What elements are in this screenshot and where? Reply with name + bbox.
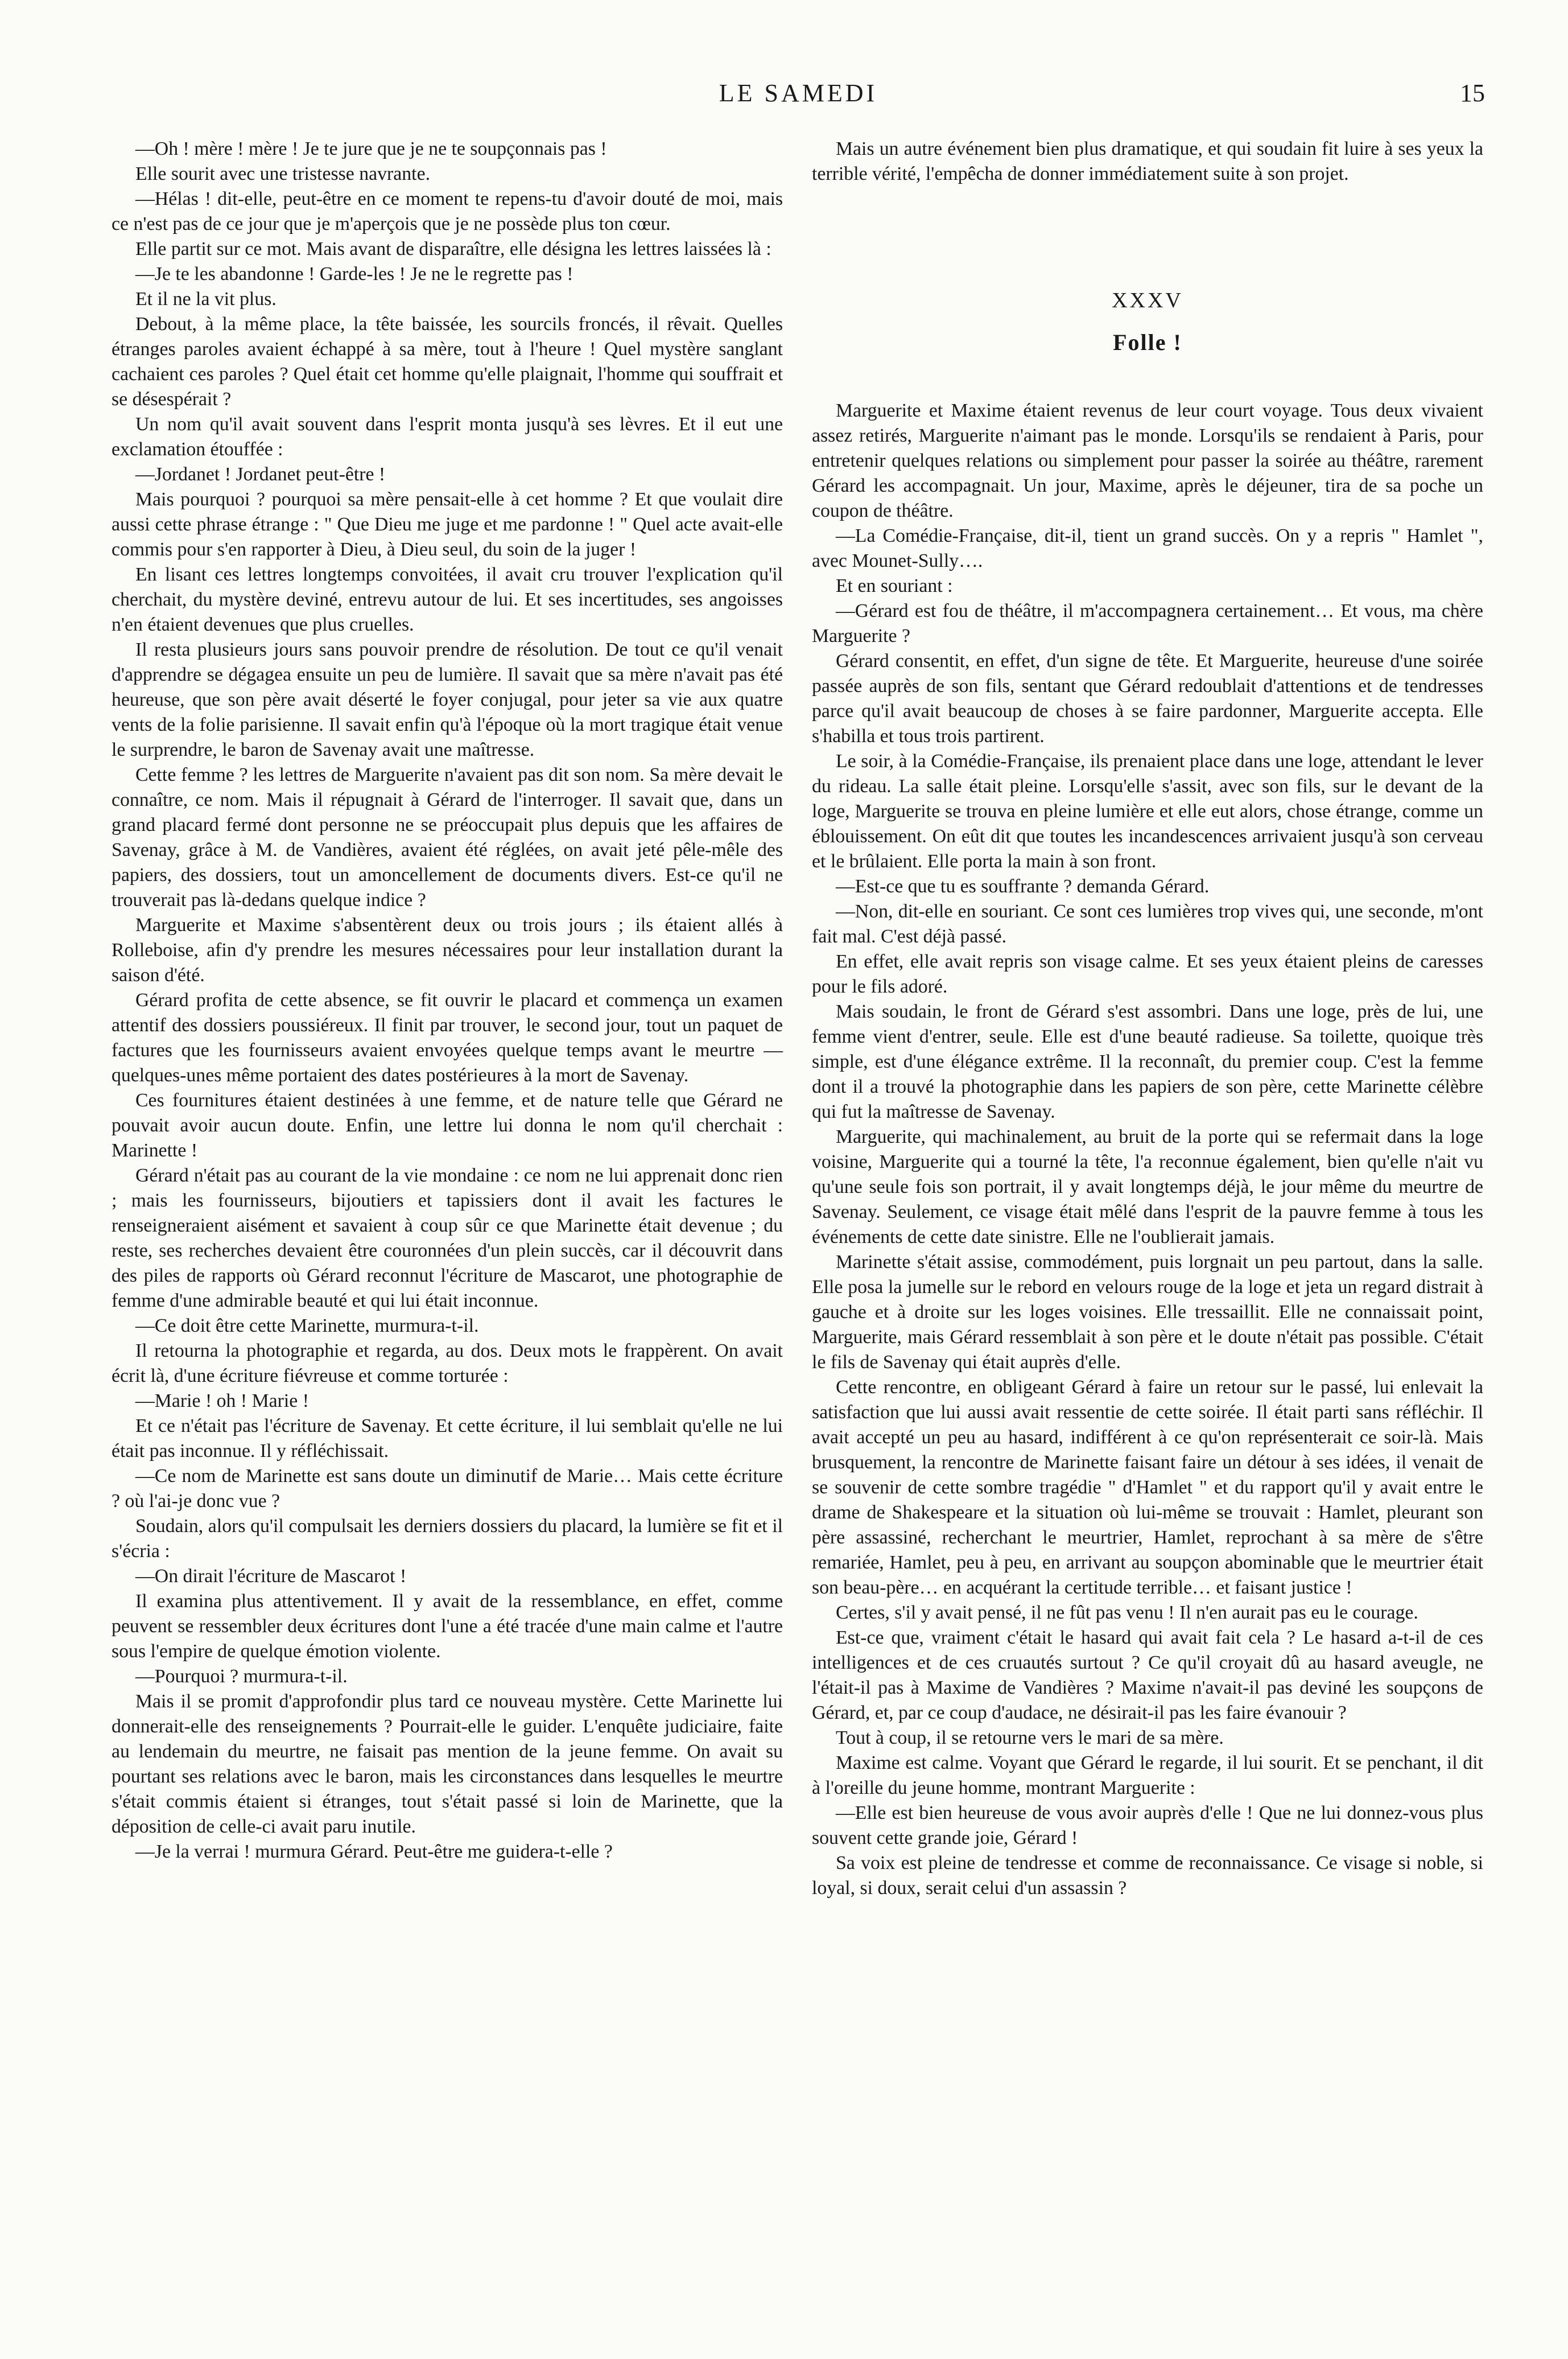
paragraph: Cette rencontre, en obligeant Gérard à faire un retour sur le passé, lui enlevait la satisfaction que lui aussi avait ressentie de cette soirée. Il était parti sans réfléchir. Il avait accepté un peu au hasard, indifférent à ce qu'on représenterait ce soir-là. Mais brusquement, la rencontre de Marinette faisant faire un détour à ses idées, il venait de se souvenir de cette sombre tragédie " d'Hamlet " et du rapport qu'il y avait entre le drame de Shakespeare et la situation où lui-même se trouvait : Hamlet, pleurant son père assassiné, recherchant le meurtrier, Hamlet, reprochant à sa mère de s'être remariée, Hamlet, peu à peu, en arrivant au soupçon abominable que le meurtrier était son beau-père… en acquérant la certitude terrible… et faisant justice ! [812,1377,1483,1598]
paragraph: —La Comédie-Française, dit-il, tient un grand succès. On y a repris " Hamlet ", avec Mounet-Sully…. [812,525,1483,571]
paragraph: —Oh ! mère ! mère ! Je te jure que je ne te soupçonnais pas ! [135,138,607,159]
right-column-body [812,398,1483,1901]
paragraph: Elle sourit avec une tristesse navrante. [135,163,431,184]
paragraph: Marguerite et Maxime étaient revenus de leur court voyage. Tous deux vivaient assez retirés, Marguerite n'aimant pas le monde. Lorsqu'ils se rendaient à Paris, pour entretenir quelques relations ou simplement pour passer la soirée au théâtre, rarement Gérard les accompagnait. Un jour, Maxime, après le déjeuner, tira de sa poche un coupon de théâtre. [812,400,1483,521]
paragraph: Debout, à la même place, la tête baissée, les sourcils froncés, il rêvait. Quelles étranges paroles avaient échappé à sa mère, tout à l'heure ! Quel mystère sanglant cachaient ces paroles ? Quel était cet homme qu'elle plaignait, l'homme qui souffrait et se désespérait ? [112,314,783,410]
running-title: LE SAMEDI [719,79,878,107]
paragraph: —Hélas ! dit-elle, peut-être en ce moment te repens-tu d'avoir douté de moi, mais ce n'est pas de ce jour que je m'aperçois que je ne possède plus ton cœur. [112,188,783,234]
paragraph: En effet, elle avait repris son visage calme. Et ses yeux étaient pleins de caresses pour le fils adoré. [812,951,1483,997]
right-column [812,137,1483,1901]
paragraph: Et il ne la vit plus. [135,289,277,310]
paragraph: Tout à coup, il se retourne vers le mari de sa mère. [836,1727,1224,1748]
paragraph: Il retourna la photographie et regarda, au dos. Deux mots le frappèrent. On avait écrit là, d'une écriture fiévreuse et comme torturée : [112,1340,783,1386]
paragraph: Certes, s'il y avait pensé, il ne fût pas venu ! Il n'en aurait pas eu le courage. [836,1602,1418,1623]
paragraph: Ces fournitures étaient destinées à une femme, et de nature telle que Gérard ne pouvait avoir aucun doute. Enfin, une lettre lui donna le nom qu'il cherchait : Marinette ! [112,1090,783,1161]
left-column [112,137,783,1864]
paragraph: Sa voix est pleine de tendresse et comme de reconnaissance. Ce visage si noble, si loyal, si doux, serait celui d'un assassin ? [812,1852,1483,1899]
paragraph: Un nom qu'il avait souvent dans l'esprit monta jusqu'à ses lèvres. Et il eut une exclamation étouffée : [112,414,783,460]
paragraph: —Est-ce que tu es souffrante ? demanda Gérard. [836,876,1210,897]
paragraph: Mais pourquoi ? pourquoi sa mère pensait-elle à cet homme ? Et que voulait dire aussi cette phrase étrange : " Que Dieu me juge et me pardonne ! " Quel acte avait-elle commis pour s'en rapporter à Dieu, à Dieu seul, du soin de la juger ! [112,489,783,560]
paragraph: —Marie ! oh ! Marie ! [135,1390,309,1411]
paragraph: —Non, dit-elle en souriant. Ce sont ces lumières trop vives qui, une seconde, m'ont fait mal. C'est déjà passé. [812,901,1483,947]
paragraph: Marinette s'était assise, commodément, puis lorgnait un peu partout, dans la salle. Elle posa la jumelle sur le rebord en velours rouge de la loge et jeta un regard distrait à gauche et à droite sur les loges voisines. Elle tressaillit. Elle ne connaissait point, Marguerite, mais Gérard ressemblait à son père et le doute n'était pas possible. C'était le fils de Savenay qui était auprès d'elle. [812,1251,1483,1373]
paragraph: —Elle est bien heureuse de vous avoir auprès d'elle ! Que ne lui donnez-vous plus souvent cette grande joie, Gérard ! [812,1802,1483,1848]
chapter-title: Folle ! [1113,330,1182,355]
paragraph: —Gérard est fou de théâtre, il m'accompagnera certainement… Et vous, ma chère Marguerite ? [812,600,1483,647]
paragraph: Marguerite, qui machinalement, au bruit de la porte qui se refermait dans la loge voisine, Marguerite qui a tourné la tête, l'a reconnue également, bien qu'elle n'ait vu qu'une seule fois son portrait, il y avait longtemps déjà, le jour même du meurtre de Savenay. Seulement, ce visage était mêlé dans l'esprit de la pauvre femme à tous les événements de cette date sinistre. Elle ne l'oublierait jamais. [812,1126,1483,1248]
paragraph: Mais un autre événement bien plus dramatique, et qui soudain fit luire à ses yeux la terrible vérité, l'empêcha de donner immédiatement suite à son projet. [812,138,1483,184]
paragraph: Marguerite et Maxime s'absentèrent deux ou trois jours ; ils étaient allés à Rolleboise, afin d'y prendre les mesures nécessaires pour leur installation durant la saison d'été. [112,915,783,986]
paragraph: —Je te les abandonne ! Garde-les ! Je ne le regrette pas ! [135,264,573,285]
paragraph: Et en souriant : [836,575,953,596]
paragraph: Et ce n'était pas l'écriture de Savenay. Et cette écriture, il lui semblait qu'elle ne lui était pas inconnue. Il y réfléchissait. [112,1415,783,1461]
paragraph: —On dirait l'écriture de Mascarot ! [135,1566,407,1587]
paragraph: —Jordanet ! Jordanet peut-être ! [135,464,386,485]
paragraph: En lisant ces lettres longtemps convoitées, il avait cru trouver l'explication qu'il cherchait, du mystère deviné, entrevu autour de lui. Et ses incertitudes, ses angoisses n'en étaient devenues que plus cruelles. [112,564,783,635]
paragraph: —Pourquoi ? murmura-t-il. [135,1666,348,1687]
page-number: 15 [1460,79,1485,107]
paragraph: Le soir, à la Comédie-Française, ils prenaient place dans une loge, attendant le lever du rideau. La salle était pleine. Lorsqu'elle s'assit, avec son fils, sur le devant de la loge, Marguerite se trouva en pleine lumière et elle eut alors, chose étrange, comme un éblouissement. On eût dit que toutes les incandescences arrivaient jusqu'à son cerveau et le brûlaient. Elle porta la main à son front. [812,751,1483,872]
paragraph: Cette femme ? les lettres de Marguerite n'avaient pas dit son nom. Sa mère devait le connaître, ce nom. Mais il répugnait à Gérard de l'interroger. Il savait que, dans un grand placard fermé dont personne ne se préoccupait plus depuis que les affaires de Savenay, grâce à M. de Vandières, avaient été réglées, on avait jeté pêle-mêle des papiers, des dossiers, tout un amoncellement de documents divers. Est-ce qu'il ne trouverait pas là-dedans quelque indice ? [112,764,783,911]
right-column-intro [812,137,1483,187]
chapter-number: XXXV [1112,289,1183,312]
paragraph: Elle partit sur ce mot. Mais avant de disparaître, elle désigna les lettres laissées là : [135,238,771,260]
paragraph: Gérard profita de cette absence, se fit ouvrir le placard et commença un examen attentif des dossiers poussiéreux. Il finit par trouver, le second jour, tout un paquet de factures que les fournisseurs avaient envoyées quelque temps avant le meurtre — quelques-unes même portaient des dates postérieures à la mort de Savenay. [112,990,783,1086]
paragraph: Mais soudain, le front de Gérard s'est assombri. Dans une loge, près de lui, une femme vient d'entrer, seule. Elle est d'une beauté radieuse. Sa toilette, quoique très simple, est d'une élégance extrême. Il la reconnaît, du premier coup. C'est la femme dont il a trouvé la photographie dans les papiers de son père, cette Marinette célèbre qui fut la maîtresse de Savenay. [812,1001,1483,1122]
paragraph: Est-ce que, vraiment c'était le hasard qui avait fait cela ? Le hasard a-t-il de ces intelligences et de ces cruautés surtout ? Ce qu'il croyait dû au hasard aveugle, ne l'était-il pas à Maxime de Vandières ? Maxime n'avait-il pas deviné les soupçons de Gérard, et, par ce coup d'audace, ne désirait-il pas les faire évanouir ? [812,1627,1483,1723]
paragraph: Mais il se promit d'approfondir plus tard ce nouveau mystère. Cette Marinette lui donnerait-elle des renseignements ? Pourrait-elle le guider. L'enquête judiciaire, faite au lendemain du meurtre, ne faisait pas mention de la jeune femme. On avait su pourtant ses relations avec le baron, mais les circonstances dans lesquelles le meurtre s'était commis étaient si étranges, tout s'était passé si loin de Marinette, que la déposition de celle-ci avait paru inutile. [112,1691,783,1837]
paragraph: Soudain, alors qu'il compulsait les derniers dossiers du placard, la lumière se fit et il s'écria : [112,1516,783,1562]
paragraph: —Ce doit être cette Marinette, murmura-t-il. [135,1315,479,1336]
paragraph: Gérard consentit, en effet, d'un signe de tête. Et Marguerite, heureuse d'une soirée passée auprès de son fils, sentant que Gérard redoublait d'attentions et de tendresses parce qu'il avait beaucoup de choses à se faire pardonner, Marguerite accepta. Elle s'habilla et tous trois partirent. [812,651,1483,747]
paragraph: —Je la verrai ! murmura Gérard. Peut-être me guidera-t-elle ? [135,1841,613,1862]
paragraph: Gérard n'était pas au courant de la vie mondaine : ce nom ne lui apprenait donc rien ; mais les fournisseurs, bijoutiers et tapissiers dont il avait les factures le renseigneraient aisément et savaient à coup sûr ce que Marinette était devenue ; du reste, ses recherches devaient être couronnées d'un plein succès, car il découvrit dans des piles de rapports où Gérard reconnut l'écriture de Mascarot, une photographie de femme d'une admirable beauté et qui lui était inconnue. [112,1165,783,1311]
paragraph: Maxime est calme. Voyant que Gérard le regarde, il lui sourit. Et se penchant, il dit à l'oreille du jeune homme, montrant Marguerite : [812,1752,1483,1798]
page-header [112,79,1485,118]
paragraph: Il examina plus attentivement. Il y avait de la ressemblance, en effet, comme peuvent se ressembler deux écritures dont l'une a été tracée d'une main calme et l'autre sous l'empire de quelque émotion violente. [112,1591,783,1662]
paragraph: —Ce nom de Marinette est sans doute un diminutif de Marie… Mais cette écriture ? où l'ai-je donc vue ? [112,1465,783,1512]
paragraph: Il resta plusieurs jours sans pouvoir prendre de résolution. De tout ce qu'il venait d'apprendre se dégagea ensuite un peu de lumière. Il savait que sa mère n'avait pas été heureuse, que son père avait déserté le foyer conjugal, pour jeter sa vie aux quatre vents de la folie parisienne. Il savait enfin qu'à l'époque où la mort tragique était venue le surprendre, le baron de Savenay avait une maîtresse. [112,639,783,760]
